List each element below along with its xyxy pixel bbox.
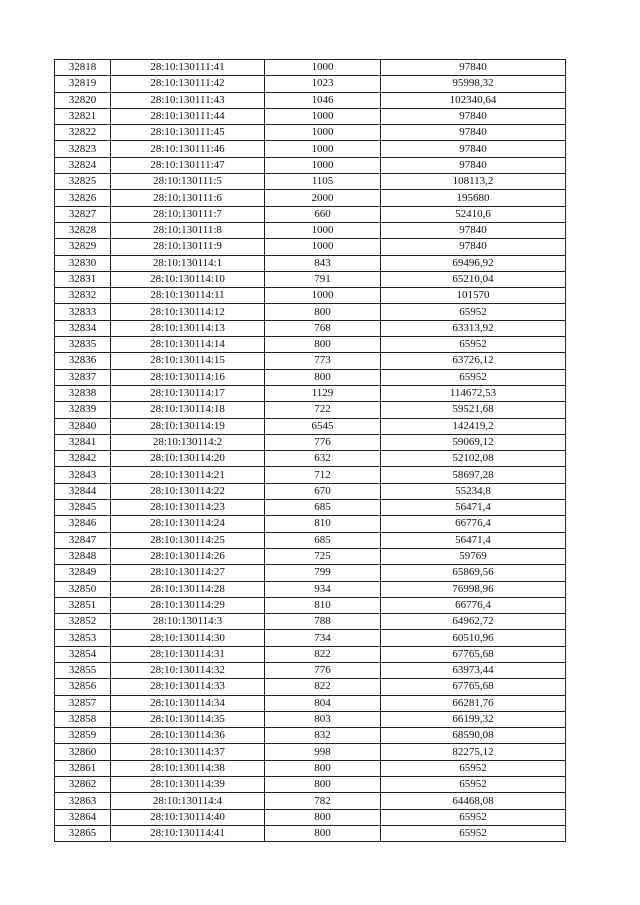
row-number-cell: 32819: [55, 76, 111, 92]
value-cell: 65210,04: [381, 271, 566, 287]
cadastral-number-cell: 28:10:130111:44: [111, 108, 265, 124]
row-number-cell: 32860: [55, 744, 111, 760]
row-number-cell: 32829: [55, 239, 111, 255]
value-cell: 63313,92: [381, 320, 566, 336]
table-row: [55, 711, 566, 727]
table-row: [55, 500, 566, 516]
cadastral-number-cell: 28:10:130114:12: [111, 304, 265, 320]
value-cell: 82275,12: [381, 744, 566, 760]
value-cell: 101570: [381, 288, 566, 304]
row-number-cell: 32859: [55, 728, 111, 744]
cadastral-number-cell: 28:10:130111:46: [111, 141, 265, 157]
cadastral-number-cell: 28:10:130114:19: [111, 418, 265, 434]
area-cell: 800: [265, 809, 381, 825]
area-cell: 685: [265, 532, 381, 548]
row-number-cell: 32854: [55, 646, 111, 662]
row-number-cell: 32857: [55, 695, 111, 711]
table-row: [55, 385, 566, 401]
table-row: [55, 108, 566, 124]
row-number-cell: 32862: [55, 777, 111, 793]
row-number-cell: 32823: [55, 141, 111, 157]
value-cell: 97840: [381, 141, 566, 157]
value-cell: 59521,68: [381, 402, 566, 418]
row-number-cell: 32827: [55, 206, 111, 222]
value-cell: 114672,53: [381, 385, 566, 401]
value-cell: 68590,08: [381, 728, 566, 744]
area-cell: 1129: [265, 385, 381, 401]
cadastral-number-cell: 28:10:130114:30: [111, 630, 265, 646]
row-number-cell: 32830: [55, 255, 111, 271]
table-row: [55, 174, 566, 190]
table-row: [55, 467, 566, 483]
table-row: [55, 744, 566, 760]
area-cell: 799: [265, 565, 381, 581]
value-cell: 102340,64: [381, 92, 566, 108]
area-cell: 1000: [265, 108, 381, 124]
table-row: [55, 271, 566, 287]
cadastral-number-cell: 28:10:130114:2: [111, 434, 265, 450]
cadastral-number-cell: 28:10:130114:17: [111, 385, 265, 401]
value-cell: 56471,4: [381, 532, 566, 548]
value-cell: 65952: [381, 369, 566, 385]
value-cell: 58697,28: [381, 467, 566, 483]
area-cell: 800: [265, 304, 381, 320]
area-cell: 1000: [265, 222, 381, 238]
cadastral-number-cell: 28:10:130111:43: [111, 92, 265, 108]
value-cell: 67765,68: [381, 646, 566, 662]
table-row: [55, 728, 566, 744]
row-number-cell: 32834: [55, 320, 111, 336]
cadastral-number-cell: 28:10:130114:20: [111, 451, 265, 467]
row-number-cell: 32835: [55, 337, 111, 353]
area-cell: 1000: [265, 157, 381, 173]
value-cell: 195680: [381, 190, 566, 206]
cadastral-number-cell: 28:10:130114:15: [111, 353, 265, 369]
area-cell: 810: [265, 516, 381, 532]
row-number-cell: 32863: [55, 793, 111, 809]
area-cell: 712: [265, 467, 381, 483]
value-cell: 59069,12: [381, 434, 566, 450]
cadastral-number-cell: 28:10:130114:13: [111, 320, 265, 336]
table-row: [55, 288, 566, 304]
area-cell: 800: [265, 369, 381, 385]
cadastral-number-cell: 28:10:130114:40: [111, 809, 265, 825]
table-row: [55, 418, 566, 434]
row-number-cell: 32850: [55, 581, 111, 597]
row-number-cell: 32842: [55, 451, 111, 467]
area-cell: 685: [265, 500, 381, 516]
cadastral-number-cell: 28:10:130111:9: [111, 239, 265, 255]
value-cell: 65952: [381, 777, 566, 793]
area-cell: 725: [265, 548, 381, 564]
value-cell: 97840: [381, 125, 566, 141]
row-number-cell: 32865: [55, 825, 111, 841]
row-number-cell: 32821: [55, 108, 111, 124]
row-number-cell: 32836: [55, 353, 111, 369]
value-cell: 65952: [381, 304, 566, 320]
table-row: [55, 614, 566, 630]
row-number-cell: 32838: [55, 385, 111, 401]
table-row: [55, 777, 566, 793]
cadastral-number-cell: 28:10:130114:37: [111, 744, 265, 760]
table-row: [55, 304, 566, 320]
table-row: [55, 239, 566, 255]
cadastral-number-cell: 28:10:130114:34: [111, 695, 265, 711]
cadastral-number-cell: 28:10:130111:5: [111, 174, 265, 190]
area-cell: 934: [265, 581, 381, 597]
table-row: [55, 793, 566, 809]
area-cell: 1000: [265, 239, 381, 255]
area-cell: 1105: [265, 174, 381, 190]
area-cell: 800: [265, 825, 381, 841]
value-cell: 65952: [381, 825, 566, 841]
table-row: [55, 141, 566, 157]
area-cell: 660: [265, 206, 381, 222]
row-number-cell: 32839: [55, 402, 111, 418]
area-cell: 1046: [265, 92, 381, 108]
cadastral-number-cell: 28:10:130111:41: [111, 60, 265, 76]
area-cell: 1000: [265, 125, 381, 141]
area-cell: 2000: [265, 190, 381, 206]
cadastral-number-cell: 28:10:130114:4: [111, 793, 265, 809]
area-cell: 788: [265, 614, 381, 630]
area-cell: 822: [265, 679, 381, 695]
table-row: [55, 548, 566, 564]
table-row: [55, 206, 566, 222]
table-row: [55, 190, 566, 206]
area-cell: 803: [265, 711, 381, 727]
cadastral-number-cell: 28:10:130114:3: [111, 614, 265, 630]
row-number-cell: 32818: [55, 60, 111, 76]
row-number-cell: 32847: [55, 532, 111, 548]
cadastral-number-cell: 28:10:130114:24: [111, 516, 265, 532]
cadastral-number-cell: 28:10:130114:33: [111, 679, 265, 695]
table-row: [55, 353, 566, 369]
area-cell: 791: [265, 271, 381, 287]
table-row: [55, 92, 566, 108]
cadastral-number-cell: 28:10:130114:41: [111, 825, 265, 841]
row-number-cell: 32843: [55, 467, 111, 483]
row-number-cell: 32833: [55, 304, 111, 320]
area-cell: 722: [265, 402, 381, 418]
table-row: [55, 532, 566, 548]
value-cell: 97840: [381, 157, 566, 173]
area-cell: 782: [265, 793, 381, 809]
table-row: [55, 483, 566, 499]
cadastral-number-cell: 28:10:130114:38: [111, 760, 265, 776]
row-number-cell: 32820: [55, 92, 111, 108]
area-cell: 773: [265, 353, 381, 369]
cadastral-number-cell: 28:10:130114:26: [111, 548, 265, 564]
area-cell: 800: [265, 760, 381, 776]
row-number-cell: 32831: [55, 271, 111, 287]
value-cell: 55234,8: [381, 483, 566, 499]
table-row: [55, 451, 566, 467]
area-cell: 800: [265, 777, 381, 793]
table-body: [55, 60, 566, 842]
area-cell: 1000: [265, 288, 381, 304]
area-cell: 768: [265, 320, 381, 336]
cadastral-number-cell: 28:10:130114:39: [111, 777, 265, 793]
row-number-cell: 32852: [55, 614, 111, 630]
value-cell: 66281,76: [381, 695, 566, 711]
cadastral-number-cell: 28:10:130114:32: [111, 662, 265, 678]
value-cell: 65952: [381, 760, 566, 776]
row-number-cell: 32837: [55, 369, 111, 385]
cadastral-number-cell: 28:10:130114:16: [111, 369, 265, 385]
row-number-cell: 32856: [55, 679, 111, 695]
area-cell: 1023: [265, 76, 381, 92]
value-cell: 59769: [381, 548, 566, 564]
row-number-cell: 32848: [55, 548, 111, 564]
table-row: [55, 222, 566, 238]
row-number-cell: 32841: [55, 434, 111, 450]
value-cell: 64962,72: [381, 614, 566, 630]
table-row: [55, 320, 566, 336]
cadastral-number-cell: 28:10:130114:10: [111, 271, 265, 287]
table-row: [55, 157, 566, 173]
row-number-cell: 32822: [55, 125, 111, 141]
row-number-cell: 32844: [55, 483, 111, 499]
row-number-cell: 32825: [55, 174, 111, 190]
area-cell: 632: [265, 451, 381, 467]
row-number-cell: 32855: [55, 662, 111, 678]
table-row: [55, 695, 566, 711]
cadastral-number-cell: 28:10:130114:21: [111, 467, 265, 483]
table-row: [55, 516, 566, 532]
cadastral-number-cell: 28:10:130111:7: [111, 206, 265, 222]
value-cell: 65952: [381, 809, 566, 825]
value-cell: 97840: [381, 239, 566, 255]
row-number-cell: 32845: [55, 500, 111, 516]
table-row: [55, 337, 566, 353]
value-cell: 95998,32: [381, 76, 566, 92]
value-cell: 65952: [381, 337, 566, 353]
area-cell: 810: [265, 597, 381, 613]
row-number-cell: 32832: [55, 288, 111, 304]
cadastral-number-cell: 28:10:130111:42: [111, 76, 265, 92]
value-cell: 97840: [381, 222, 566, 238]
area-cell: 998: [265, 744, 381, 760]
table-row: [55, 679, 566, 695]
area-cell: 776: [265, 662, 381, 678]
value-cell: 66776,4: [381, 597, 566, 613]
cadastral-number-cell: 28:10:130114:23: [111, 500, 265, 516]
table-row: [55, 630, 566, 646]
value-cell: 52102,08: [381, 451, 566, 467]
table-row: [55, 662, 566, 678]
value-cell: 60510,96: [381, 630, 566, 646]
value-cell: 97840: [381, 60, 566, 76]
table-row: [55, 402, 566, 418]
value-cell: 142419,2: [381, 418, 566, 434]
value-cell: 63973,44: [381, 662, 566, 678]
table-row: [55, 760, 566, 776]
cadastral-number-cell: 28:10:130114:22: [111, 483, 265, 499]
cadastral-number-cell: 28:10:130111:47: [111, 157, 265, 173]
data-table: [54, 59, 566, 842]
table-row: [55, 646, 566, 662]
value-cell: 66199,32: [381, 711, 566, 727]
row-number-cell: 32824: [55, 157, 111, 173]
cadastral-number-cell: 28:10:130114:35: [111, 711, 265, 727]
cadastral-number-cell: 28:10:130111:45: [111, 125, 265, 141]
row-number-cell: 32846: [55, 516, 111, 532]
table-row: [55, 809, 566, 825]
value-cell: 66776,4: [381, 516, 566, 532]
row-number-cell: 32853: [55, 630, 111, 646]
table-row: [55, 60, 566, 76]
area-cell: 670: [265, 483, 381, 499]
row-number-cell: 32826: [55, 190, 111, 206]
table-row: [55, 825, 566, 841]
value-cell: 63726,12: [381, 353, 566, 369]
cadastral-number-cell: 28:10:130114:31: [111, 646, 265, 662]
table-row: [55, 369, 566, 385]
table-row: [55, 581, 566, 597]
cadastral-number-cell: 28:10:130114:36: [111, 728, 265, 744]
value-cell: 67765,68: [381, 679, 566, 695]
area-cell: 1000: [265, 60, 381, 76]
area-cell: 776: [265, 434, 381, 450]
table-row: [55, 434, 566, 450]
cadastral-number-cell: 28:10:130114:1: [111, 255, 265, 271]
row-number-cell: 32849: [55, 565, 111, 581]
area-cell: 1000: [265, 141, 381, 157]
value-cell: 97840: [381, 108, 566, 124]
area-cell: 804: [265, 695, 381, 711]
value-cell: 69496,92: [381, 255, 566, 271]
table-row: [55, 565, 566, 581]
row-number-cell: 32840: [55, 418, 111, 434]
table-row: [55, 255, 566, 271]
area-cell: 6545: [265, 418, 381, 434]
cadastral-number-cell: 28:10:130111:6: [111, 190, 265, 206]
table-row: [55, 597, 566, 613]
value-cell: 52410,6: [381, 206, 566, 222]
row-number-cell: 32864: [55, 809, 111, 825]
area-cell: 800: [265, 337, 381, 353]
table-row: [55, 125, 566, 141]
row-number-cell: 32828: [55, 222, 111, 238]
row-number-cell: 32851: [55, 597, 111, 613]
row-number-cell: 32858: [55, 711, 111, 727]
cadastral-number-cell: 28:10:130114:14: [111, 337, 265, 353]
value-cell: 64468,08: [381, 793, 566, 809]
area-cell: 822: [265, 646, 381, 662]
area-cell: 843: [265, 255, 381, 271]
value-cell: 65869,56: [381, 565, 566, 581]
cadastral-number-cell: 28:10:130114:11: [111, 288, 265, 304]
table-row: [55, 76, 566, 92]
cadastral-number-cell: 28:10:130111:8: [111, 222, 265, 238]
value-cell: 76998,96: [381, 581, 566, 597]
area-cell: 734: [265, 630, 381, 646]
value-cell: 56471,4: [381, 500, 566, 516]
cadastral-number-cell: 28:10:130114:29: [111, 597, 265, 613]
cadastral-number-cell: 28:10:130114:28: [111, 581, 265, 597]
row-number-cell: 32861: [55, 760, 111, 776]
cadastral-number-cell: 28:10:130114:25: [111, 532, 265, 548]
cadastral-number-cell: 28:10:130114:27: [111, 565, 265, 581]
area-cell: 832: [265, 728, 381, 744]
value-cell: 108113,2: [381, 174, 566, 190]
cadastral-number-cell: 28:10:130114:18: [111, 402, 265, 418]
